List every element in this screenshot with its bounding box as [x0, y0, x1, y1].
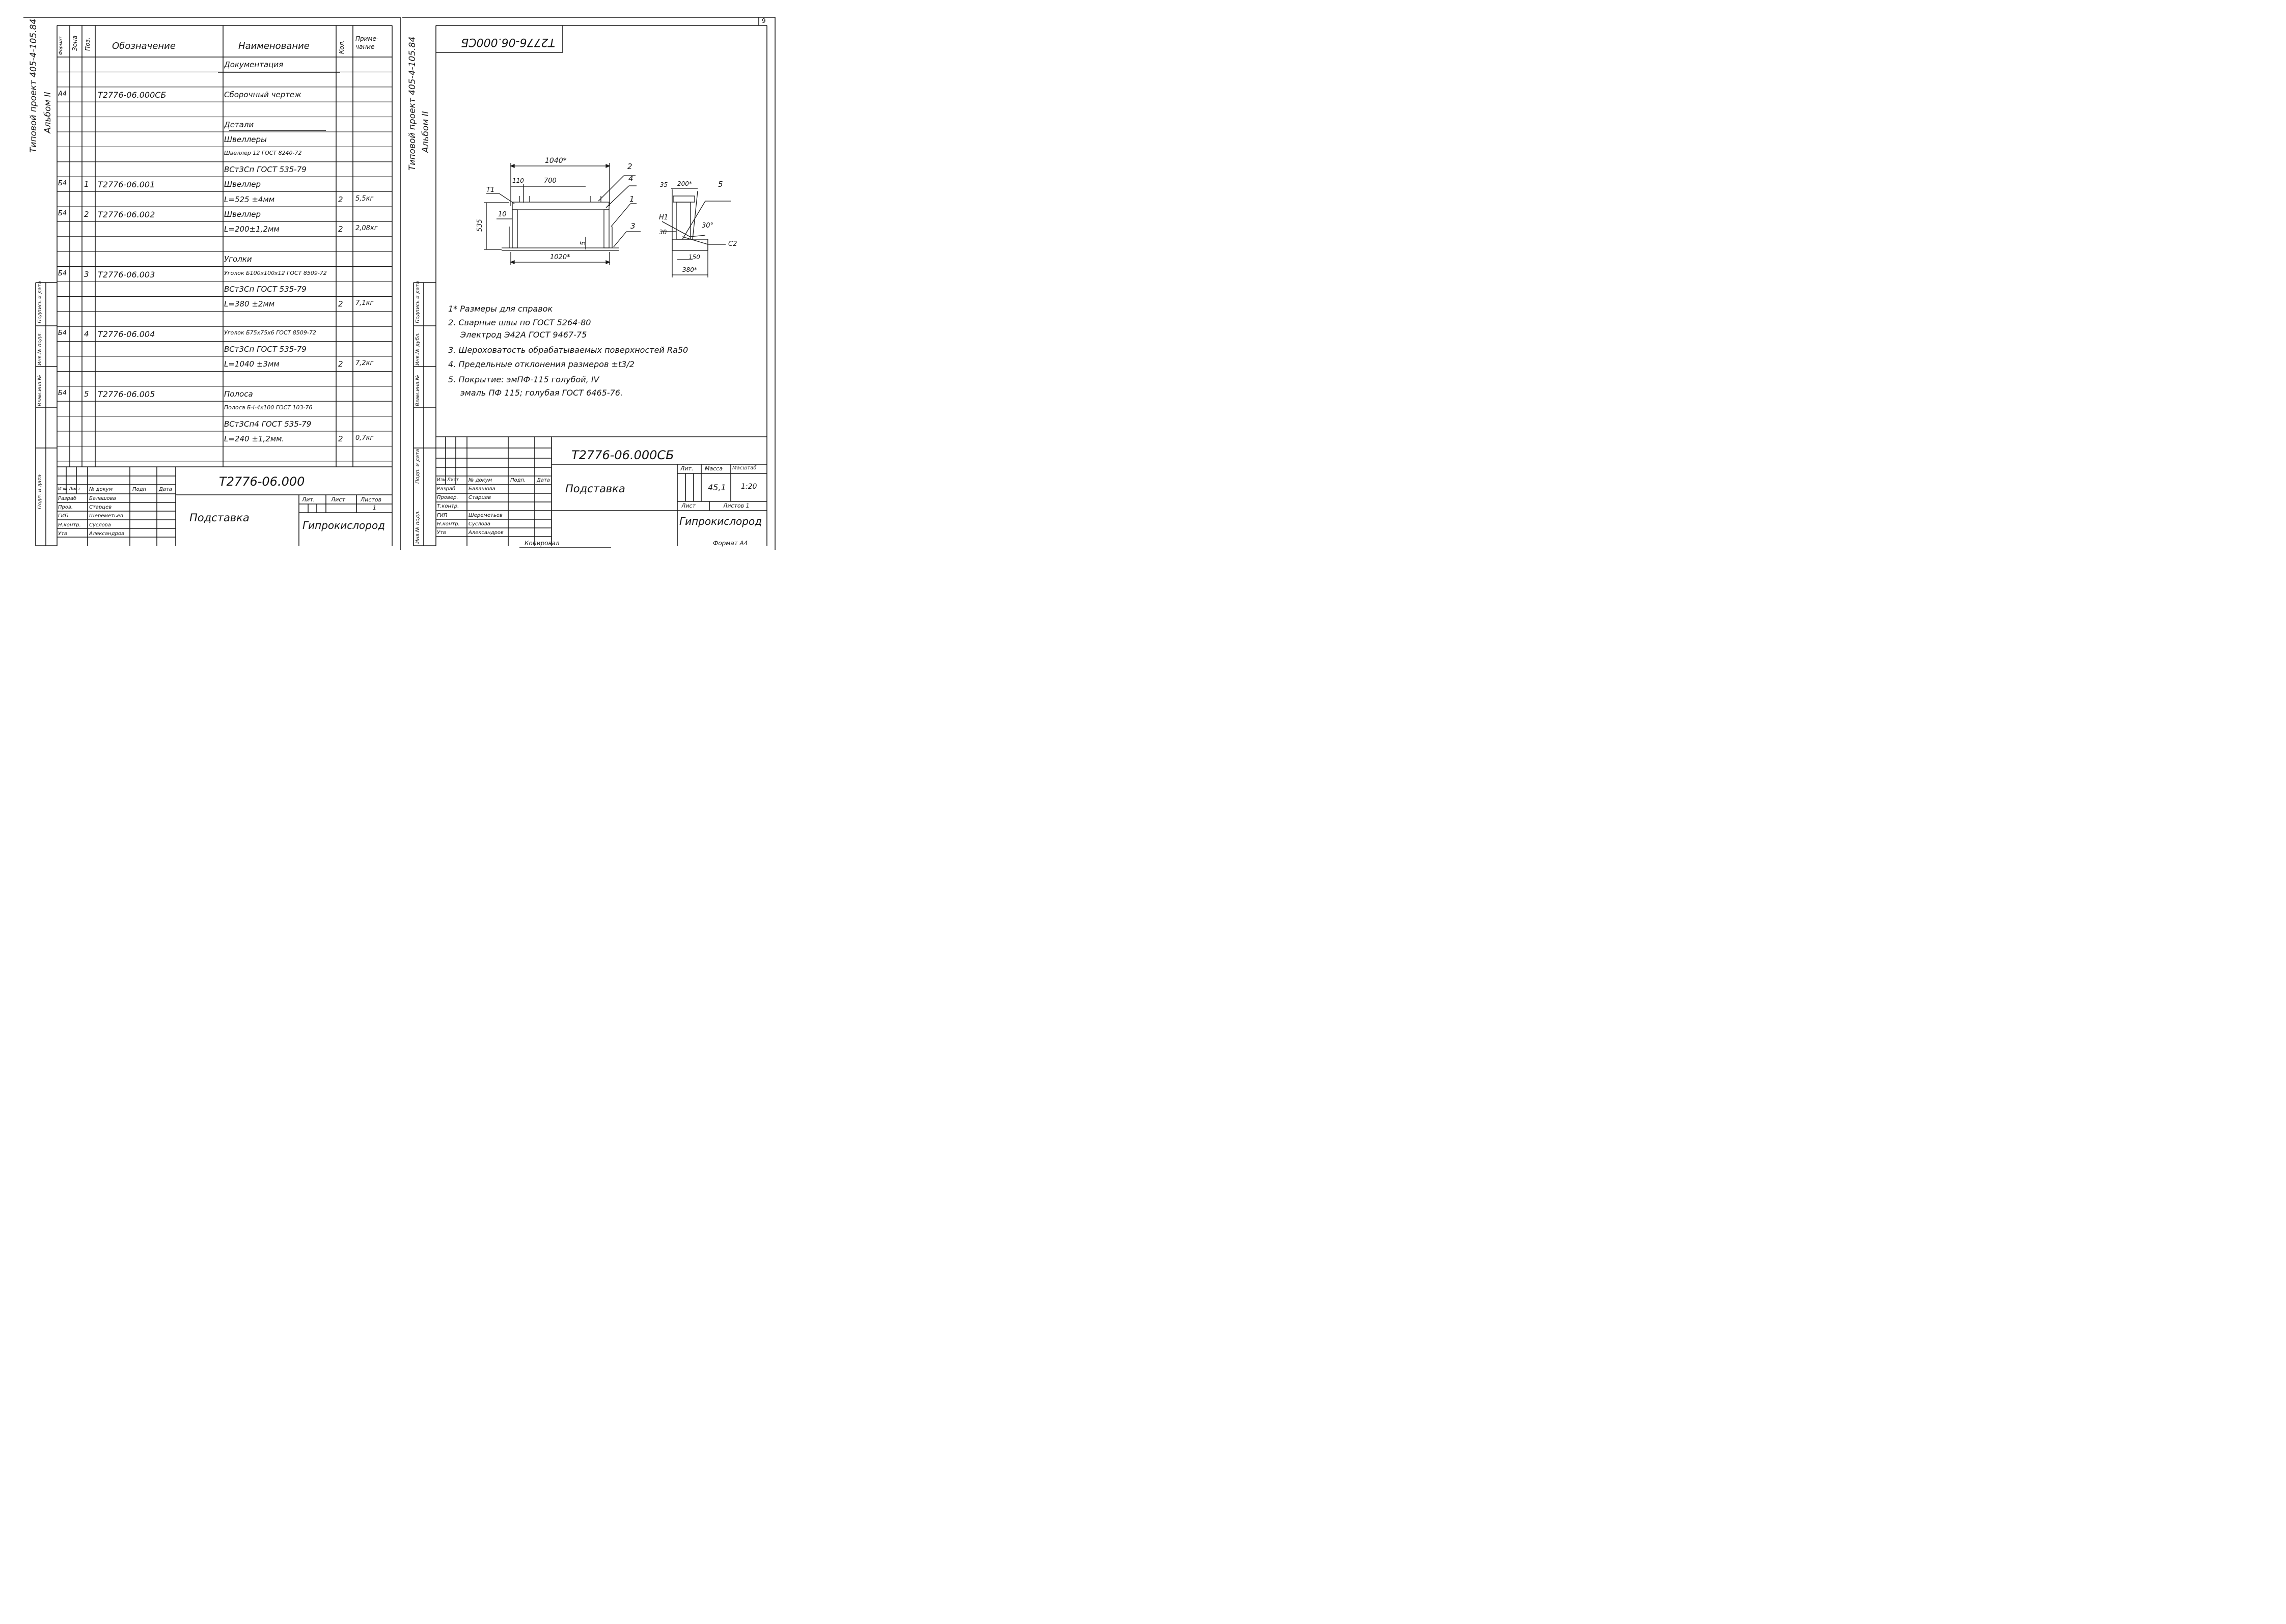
table-cell-qty: 2: [338, 299, 343, 309]
right-side-project-label: Типовой проект 405-4-105.84: [407, 36, 418, 171]
left-side-album-label: Альбом II: [43, 92, 53, 133]
tb-role: Утв: [437, 530, 446, 536]
tb-person-name: Александров: [89, 530, 124, 537]
left-tb-lit: Лит.: [302, 496, 315, 503]
left-stamp-col-4: Подп. и дата: [37, 474, 43, 509]
header-note: Приме-чание: [355, 35, 379, 50]
table-cell-name: L=1040 ±3мм: [224, 359, 280, 369]
header-name: Наименование: [238, 41, 310, 51]
table-cell-name: L=525 ±4мм: [224, 194, 275, 204]
table-cell-des: T2776-06.002: [98, 210, 155, 219]
right-stamp-code: T2776-06.000СБ: [461, 36, 555, 48]
left-tb-name: Подставка: [189, 512, 250, 524]
table-cell-pos: 3: [84, 269, 89, 279]
tb-role: Провер.: [437, 495, 458, 501]
right-tb-scale: 1:20: [741, 483, 757, 491]
right-stamp-inv: Инв.№ подл.: [415, 510, 421, 544]
left-tb-col-date: Дата: [159, 487, 172, 492]
note-5: 5. Покрытие: эмПФ-115 голубой, IV: [448, 375, 599, 384]
left-tb-sheets-value: 1: [373, 505, 376, 511]
side-dim-200: 200*: [677, 180, 692, 187]
left-tb-col-doc: № докум: [89, 487, 113, 492]
left-stamp-col-1: Подпись и дата: [37, 281, 43, 323]
table-cell-name: Полоса: [224, 389, 253, 399]
tb-person-name: Суслова: [469, 521, 490, 527]
table-cell-fmt: Б4: [58, 180, 67, 188]
table-cell-pos: 4: [84, 329, 89, 339]
table-cell-name: Швеллер 12 ГОСТ 8240-72: [224, 150, 302, 157]
tb-role: Н.контр.: [58, 522, 81, 528]
table-cell-pos: 5: [84, 389, 89, 399]
dim-inner: 700: [544, 177, 557, 185]
tb-role: Утв: [58, 530, 67, 537]
right-tb-sheet: Лист: [681, 502, 696, 509]
right-tb-mass: 45,1: [708, 483, 726, 492]
note-2-cont: Электрод Э42А ГОСТ 9467-75: [460, 330, 587, 340]
dim-bottom: 1020*: [550, 254, 570, 261]
side-h1: H1: [659, 214, 669, 221]
tb-person-name: Суслова: [89, 522, 111, 528]
side-view-drawing: [662, 188, 731, 277]
tb-role: Разраб: [58, 496, 77, 501]
right-tb-col-list: Лист: [447, 478, 459, 483]
table-cell-qty: 2: [338, 194, 343, 204]
left-side-project-label: Типовой проект 405-4-105.84: [29, 18, 39, 153]
side-dim-35: 35: [660, 181, 668, 188]
table-cell-note: 0,7кг: [355, 434, 374, 442]
header-zone: Зона: [71, 35, 78, 51]
side-dim-30: 30: [659, 229, 667, 236]
tb-person-name: Балашова: [469, 486, 495, 492]
table-cell-qty: 2: [338, 225, 343, 234]
tb-person-name: Александров: [469, 530, 504, 536]
header-format: Формат: [59, 36, 64, 55]
left-stamp-col-3: Взам.инв.№: [37, 375, 43, 406]
table-cell-note: 7,2кг: [355, 359, 374, 367]
right-tb-col-sign: Подп.: [510, 478, 526, 483]
tb-person-name: Балашова: [89, 496, 116, 501]
left-tb-sheets: Листов: [361, 496, 382, 503]
left-tb-sheet: Лист: [331, 496, 345, 503]
header-qty: Кол.: [338, 40, 345, 54]
note-1: 1* Размеры для справок: [448, 304, 553, 314]
side-angle: 30°: [702, 222, 714, 230]
table-cell-name: Уголок Б75х75х6 ГОСТ 8509-72: [224, 329, 316, 337]
tb-role: Разраб: [437, 486, 456, 492]
table-cell-name: ВСт3Сп4 ГОСТ 535-79: [224, 419, 312, 429]
table-cell-note: 5,5кг: [355, 194, 374, 203]
table-cell-name: Швеллер: [224, 210, 261, 219]
header-pos: Поз.: [84, 37, 91, 51]
right-stamp-col-2: Инв.№ дубл.: [415, 332, 421, 366]
right-tb-scale-label: Масштаб: [732, 465, 757, 471]
table-cell-des: T2776-06.003: [98, 269, 155, 279]
left-tb-col-izm: Изм: [58, 487, 68, 492]
table-cell-name: Швеллеры: [224, 135, 267, 144]
note-3: 3. Шероховатость обрабатываемых поверхностей Ra50: [448, 345, 688, 355]
callout-1: 1: [629, 194, 635, 204]
tb-role: Н.контр.: [437, 521, 460, 527]
table-cell-name: Детали: [224, 120, 254, 129]
table-cell-des: T2776-06.005: [98, 389, 155, 399]
right-tb-name: Подставка: [565, 483, 625, 495]
callout-4: 4: [628, 174, 634, 183]
table-cell-fmt: Б4: [58, 329, 67, 338]
left-tb-col-sign: Подп: [132, 487, 147, 492]
right-tb-sheets: Листов 1: [723, 502, 750, 509]
table-cell-name: Сборочный чертеж: [224, 90, 301, 99]
right-stamp-col-1: Подпись и дата: [415, 281, 421, 323]
right-tb-col-doc: № докум: [469, 478, 492, 483]
table-cell-name: ВСт3Сп ГОСТ 535-79: [224, 285, 307, 294]
table-cell-qty: 2: [338, 434, 343, 443]
table-cell-name: L=200±1,2мм: [224, 225, 280, 234]
tb-person-name: Старцев: [89, 505, 112, 511]
table-cell-fmt: Б4: [58, 210, 67, 217]
note-2: 2. Сварные швы по ГОСТ 5264-80: [448, 318, 591, 327]
table-cell-name: Уголки: [224, 255, 252, 264]
table-cell-name: Уголок Б100х100х12 ГОСТ 8509-72: [224, 269, 327, 276]
front-view-drawing: [484, 163, 641, 265]
callout-3: 3: [630, 221, 636, 231]
footer-format: Формат А4: [713, 540, 748, 547]
right-side-album-label: Альбом II: [421, 111, 431, 153]
dim-left-offset: 110: [512, 177, 524, 184]
left-tb-code: T2776-06.000: [219, 474, 305, 489]
table-cell-pos: 2: [84, 210, 89, 219]
left-stamp-col-2: Инв.№ подл.: [37, 332, 43, 366]
callout-2: 2: [627, 162, 632, 171]
right-stamp-col-3: Взам.инв.№: [415, 375, 421, 406]
table-cell-name: Швеллер: [224, 180, 261, 189]
table-cell-name: ВСт3Сп ГОСТ 535-79: [224, 344, 307, 354]
right-tb-lit: Лит.: [680, 465, 694, 472]
table-cell-name: L=380 ±2мм: [224, 299, 275, 309]
right-tb-code: T2776-06.000СБ: [571, 448, 674, 462]
right-tb-col-izm: Изм: [437, 478, 447, 483]
footer-copied: Копировал: [525, 540, 560, 547]
left-tb-org: Гипрокислород: [302, 519, 385, 531]
right-tb-col-date: Дата: [537, 478, 550, 483]
tb-role: Пров.: [58, 505, 73, 511]
table-cell-des: T2776-06.000СБ: [98, 90, 167, 100]
table-cell-fmt: A4: [58, 90, 67, 98]
table-cell-name: ВСт3Сп ГОСТ 535-79: [224, 164, 307, 174]
table-cell-fmt: Б4: [58, 269, 67, 277]
tb-person-name: Шереметьев: [469, 512, 503, 518]
table-cell-des: T2776-06.001: [98, 180, 155, 190]
dim-ten: 10: [498, 211, 507, 218]
tb-person-name: Шереметьев: [89, 513, 123, 519]
right-tb-mass-label: Масса: [705, 465, 723, 472]
table-cell-fmt: Б4: [58, 389, 67, 397]
table-cell-name: Документация: [224, 60, 284, 69]
header-designation: Обозначение: [112, 41, 176, 51]
right-tb-org: Гипрокислород: [679, 515, 762, 527]
callout-5: 5: [718, 180, 723, 189]
dim-height: 535: [476, 219, 484, 232]
dim-five: 5: [580, 241, 587, 245]
tb-role: Т.контр.: [437, 503, 459, 510]
table-cell-name: Полоса Б-I-4х100 ГОСТ 103-76: [224, 404, 313, 411]
table-cell-name: L=240 ±1,2мм.: [224, 434, 285, 443]
label-t1: T1: [486, 186, 495, 194]
tb-person-name: Старцев: [469, 495, 491, 501]
table-cell-qty: 2: [338, 359, 343, 369]
side-dim-150: 150: [688, 254, 700, 261]
side-c2: C2: [728, 240, 737, 248]
table-cell-pos: 1: [84, 180, 89, 189]
drawing-lines: [0, 0, 790, 561]
table-cell-des: T2776-06.004: [98, 329, 155, 340]
tb-role: ГИП: [58, 513, 69, 519]
right-stamp-col-4: Подп. и дата: [415, 449, 421, 484]
note-5-cont: эмаль ПФ 115; голубая ГОСТ 6465-76.: [460, 388, 623, 398]
sheet-number: 9: [762, 17, 766, 24]
dim-overall: 1040*: [545, 157, 567, 165]
side-dim-380: 380*: [682, 266, 697, 273]
tb-role: ГИП: [437, 512, 448, 518]
table-cell-note: 7,1кг: [355, 299, 374, 307]
left-tb-col-list: Лист: [69, 487, 80, 492]
table-cell-note: 2,08кг: [355, 225, 378, 233]
note-4: 4. Предельные отклонения размеров ±t3/2: [448, 359, 635, 369]
